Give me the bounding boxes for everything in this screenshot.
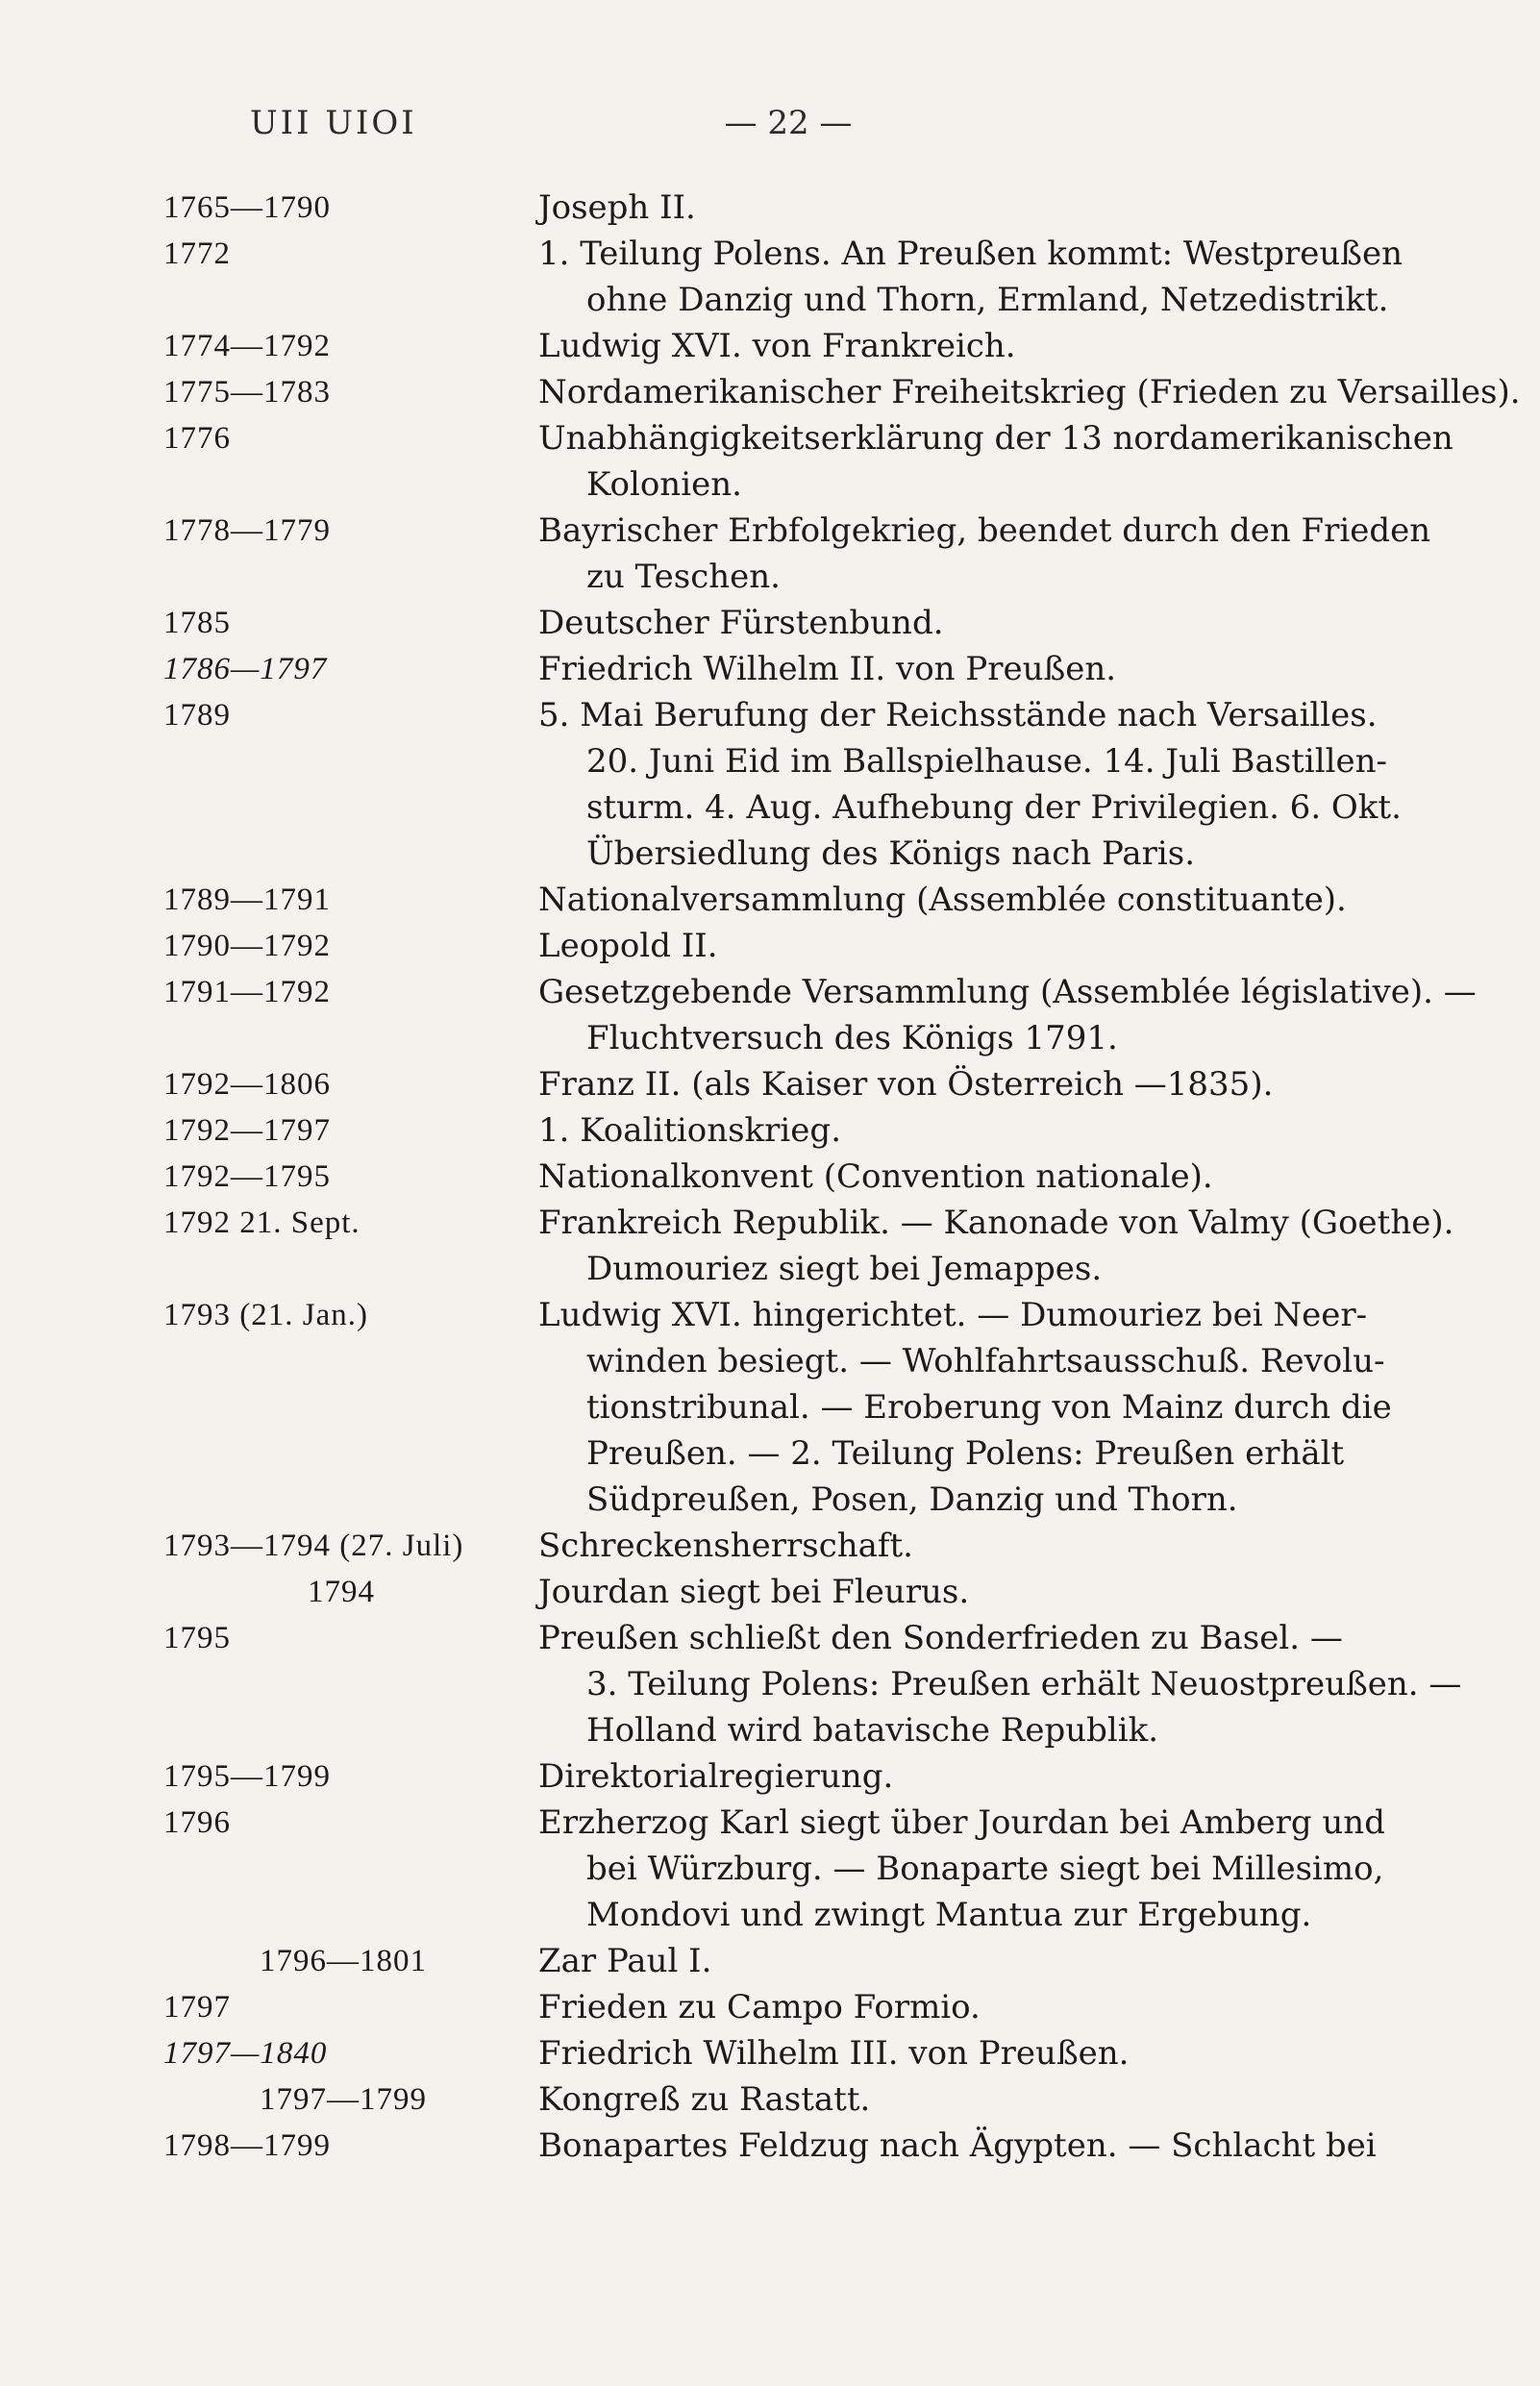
entry-1792-sept xyxy=(163,1200,1454,1292)
entry-date: 1792 21. Sept. xyxy=(163,1205,360,1240)
entry-text xyxy=(538,692,1413,877)
entry-1796 xyxy=(163,1800,1413,1938)
entry-date: 1793—1794 (27. Juli) xyxy=(163,1529,464,1563)
page-number: — 22 — xyxy=(724,104,853,142)
entry-line: Kongreß zu Rastatt. xyxy=(538,2080,871,2119)
entry-1798-1799 xyxy=(163,2123,1413,2169)
entry-date: 1789—1791 xyxy=(163,882,331,917)
entry-1792-1795 xyxy=(163,1154,1413,1200)
entry-line: Unabhängigkeitserklärung der 13 nordamerikanischen xyxy=(538,419,1453,458)
entry-text xyxy=(538,1938,1413,1984)
entry-text xyxy=(538,323,1413,369)
entry-1796-1801 xyxy=(163,1938,1413,1984)
entry-date: 1785 xyxy=(163,606,231,640)
entry-date: 1798—1799 xyxy=(163,2128,331,2163)
entry-date: 1789 xyxy=(163,698,231,733)
entry-date: 1765—1790 xyxy=(163,190,331,225)
entry-line: Nordamerikanischer Freiheitskrieg (Frieden zu Versailles). xyxy=(538,373,1521,411)
entry-line: winden besiegt. — Wohlfahrtsausschuß. Revolu- xyxy=(586,1342,1385,1380)
entry-text xyxy=(538,969,1477,1061)
entry-text xyxy=(538,1061,1413,1107)
entry-line: Frankreich Republik. — Kanonade von Valmy (Goethe). xyxy=(538,1204,1454,1242)
entry-line: Schreckensherrschaft. xyxy=(538,1527,913,1565)
entry-line: Joseph II. xyxy=(538,188,696,227)
entry-line: tionstribunal. — Eroberung von Mainz durch die xyxy=(586,1388,1392,1427)
entry-text xyxy=(538,508,1430,600)
entry-1794 xyxy=(163,1569,1413,1615)
entry-date: 1796 xyxy=(163,1805,231,1840)
entry-date: 1795 xyxy=(163,1621,231,1655)
entry-line: 1. Koalitionskrieg. xyxy=(538,1111,841,1150)
entry-date: 1792—1806 xyxy=(163,1067,331,1102)
entry-line: 20. Juni Eid im Ballspielhause. 14. Juli Bastillen- xyxy=(586,742,1387,781)
entry-1797 xyxy=(163,1984,1413,2030)
entry-1775 xyxy=(163,369,1521,415)
entry-line: Friedrich Wilhelm II. von Preußen. xyxy=(538,650,1117,688)
entry-1790 xyxy=(163,923,1413,969)
entry-text xyxy=(538,231,1413,323)
entry-text xyxy=(538,369,1521,415)
entry-line: Bonapartes Feldzug nach Ägypten. — Schlacht bei xyxy=(538,2126,1377,2165)
entry-line: Kolonien. xyxy=(586,465,742,504)
entry-line: Ludwig XVI. hingerichtet. — Dumouriez bei Neer- xyxy=(538,1296,1368,1334)
entry-date: 1790—1792 xyxy=(163,929,331,963)
entry-date: 1796—1801 xyxy=(260,1944,427,1978)
entry-line: Nationalkonvent (Convention nationale). xyxy=(538,1157,1213,1196)
entry-date: 1778—1779 xyxy=(163,513,331,548)
entry-line: zu Teschen. xyxy=(586,558,781,596)
entry-line: 5. Mai Berufung der Reichsstände nach Versailles. xyxy=(538,696,1378,734)
entry-text xyxy=(538,1154,1413,1200)
entry-1765 xyxy=(163,185,1413,231)
entry-line: Deutscher Fürstenbund. xyxy=(538,604,944,642)
entry-text xyxy=(538,1523,1413,1569)
entry-1786 xyxy=(163,646,1413,692)
entry-date: 1797—1840 xyxy=(163,2036,328,2071)
entry-1795-1799 xyxy=(163,1753,1413,1800)
entry-date: 1792—1797 xyxy=(163,1113,331,1148)
entry-line: Südpreußen, Posen, Danzig und Thorn. xyxy=(586,1480,1238,1519)
entry-1797-1840 xyxy=(163,2030,1413,2076)
entry-line: Leopold II. xyxy=(538,927,718,965)
entry-text xyxy=(538,2030,1413,2076)
entry-text xyxy=(538,1569,1413,1615)
entry-line: Fluchtversuch des Königs 1791. xyxy=(586,1019,1118,1057)
entry-line: 3. Teilung Polens: Preußen erhält Neuostpreußen. — xyxy=(586,1665,1462,1703)
entry-text xyxy=(538,415,1453,508)
entry-1772 xyxy=(163,231,1413,323)
entry-text xyxy=(538,646,1413,692)
entry-date: 1793 (21. Jan.) xyxy=(163,1298,368,1332)
entry-line: Friedrich Wilhelm III. von Preußen. xyxy=(538,2034,1130,2073)
entry-line: sturm. 4. Aug. Aufhebung der Privilegien. 6. Okt. xyxy=(586,788,1402,827)
entry-line: Erzherzog Karl siegt über Jourdan bei Amberg und xyxy=(538,1803,1385,1842)
entry-1789-1791 xyxy=(163,877,1413,923)
entry-text xyxy=(538,1292,1413,1523)
entry-text xyxy=(538,1200,1453,1292)
entry-1793-jan xyxy=(163,1292,1413,1523)
entry-date: 1794 xyxy=(308,1575,375,1609)
entry-line: Frieden zu Campo Formio. xyxy=(538,1988,981,2026)
entry-1789 xyxy=(163,692,1413,877)
entry-line: Jourdan siegt bei Fleurus. xyxy=(538,1573,970,1611)
entry-1797-1799 xyxy=(163,2076,1413,2123)
entry-line: Gesetzgebende Versammlung (Assemblée législative). — xyxy=(538,973,1477,1011)
entry-text xyxy=(538,1107,1413,1154)
entry-date: 1774—1792 xyxy=(163,329,331,363)
entry-1792-1797 xyxy=(163,1107,1413,1154)
entry-line: Übersiedlung des Königs nach Paris. xyxy=(586,834,1196,873)
entry-line: Ludwig XVI. von Frankreich. xyxy=(538,327,1016,365)
entry-text xyxy=(538,1800,1413,1938)
entry-line: bei Würzburg. — Bonaparte siegt bei Millesimo, xyxy=(586,1850,1384,1888)
running-header-left: UII UIOI xyxy=(250,104,417,142)
entry-1778 xyxy=(163,508,1431,600)
entry-text xyxy=(538,600,1413,646)
entry-line: Preußen. — 2. Teilung Polens: Preußen erhält xyxy=(586,1434,1345,1473)
entry-1791 xyxy=(163,969,1477,1061)
entry-text xyxy=(538,2076,1413,2123)
entry-date: 1795—1799 xyxy=(163,1759,331,1794)
entry-line: Dumouriez siegt bei Jemappes. xyxy=(586,1250,1103,1288)
entry-date: 1797—1799 xyxy=(260,2082,427,2117)
entry-text xyxy=(538,2123,1413,2169)
entry-line: Holland wird batavische Republik. xyxy=(586,1711,1159,1750)
entry-date: 1791—1792 xyxy=(163,975,331,1009)
entry-1792-1806 xyxy=(163,1061,1413,1107)
entry-line: Bayrischer Erbfolgekrieg, beendet durch den Frieden xyxy=(538,511,1431,550)
entry-text xyxy=(538,185,1413,231)
entry-1774 xyxy=(163,323,1413,369)
entry-line: Franz II. (als Kaiser von Österreich —1835). xyxy=(538,1065,1274,1104)
entry-date: 1775—1783 xyxy=(163,375,331,410)
entry-line: Preußen schließt den Sonderfrieden zu Basel. — xyxy=(538,1619,1343,1657)
entry-text xyxy=(538,1753,1413,1800)
entry-text xyxy=(538,1615,1461,1753)
entry-text xyxy=(538,923,1413,969)
entry-date: 1772 xyxy=(163,236,231,271)
entry-text xyxy=(538,1984,1413,2030)
entry-text xyxy=(538,877,1413,923)
entry-line: Direktorialregierung. xyxy=(538,1757,894,1796)
entry-line: Nationalversammlung (Assemblée constituante). xyxy=(538,881,1347,919)
entry-line: 1. Teilung Polens. An Preußen kommt: Westpreußen xyxy=(538,235,1403,273)
entry-date: 1797 xyxy=(163,1990,231,2025)
entry-1795 xyxy=(163,1615,1462,1753)
entry-line: Mondovi und zwingt Mantua zur Ergebung. xyxy=(586,1896,1312,1934)
entry-date: 1792—1795 xyxy=(163,1159,331,1194)
entry-line: ohne Danzig und Thorn, Ermland, Netzedistrikt. xyxy=(586,281,1389,319)
entry-1776 xyxy=(163,415,1453,508)
chronology-list xyxy=(163,185,1521,2169)
entry-date: 1786—1797 xyxy=(163,652,328,686)
entry-date: 1776 xyxy=(163,421,231,456)
entry-1785 xyxy=(163,600,1413,646)
entry-line: Zar Paul I. xyxy=(538,1942,712,1980)
entry-1793-1794 xyxy=(163,1523,1413,1569)
